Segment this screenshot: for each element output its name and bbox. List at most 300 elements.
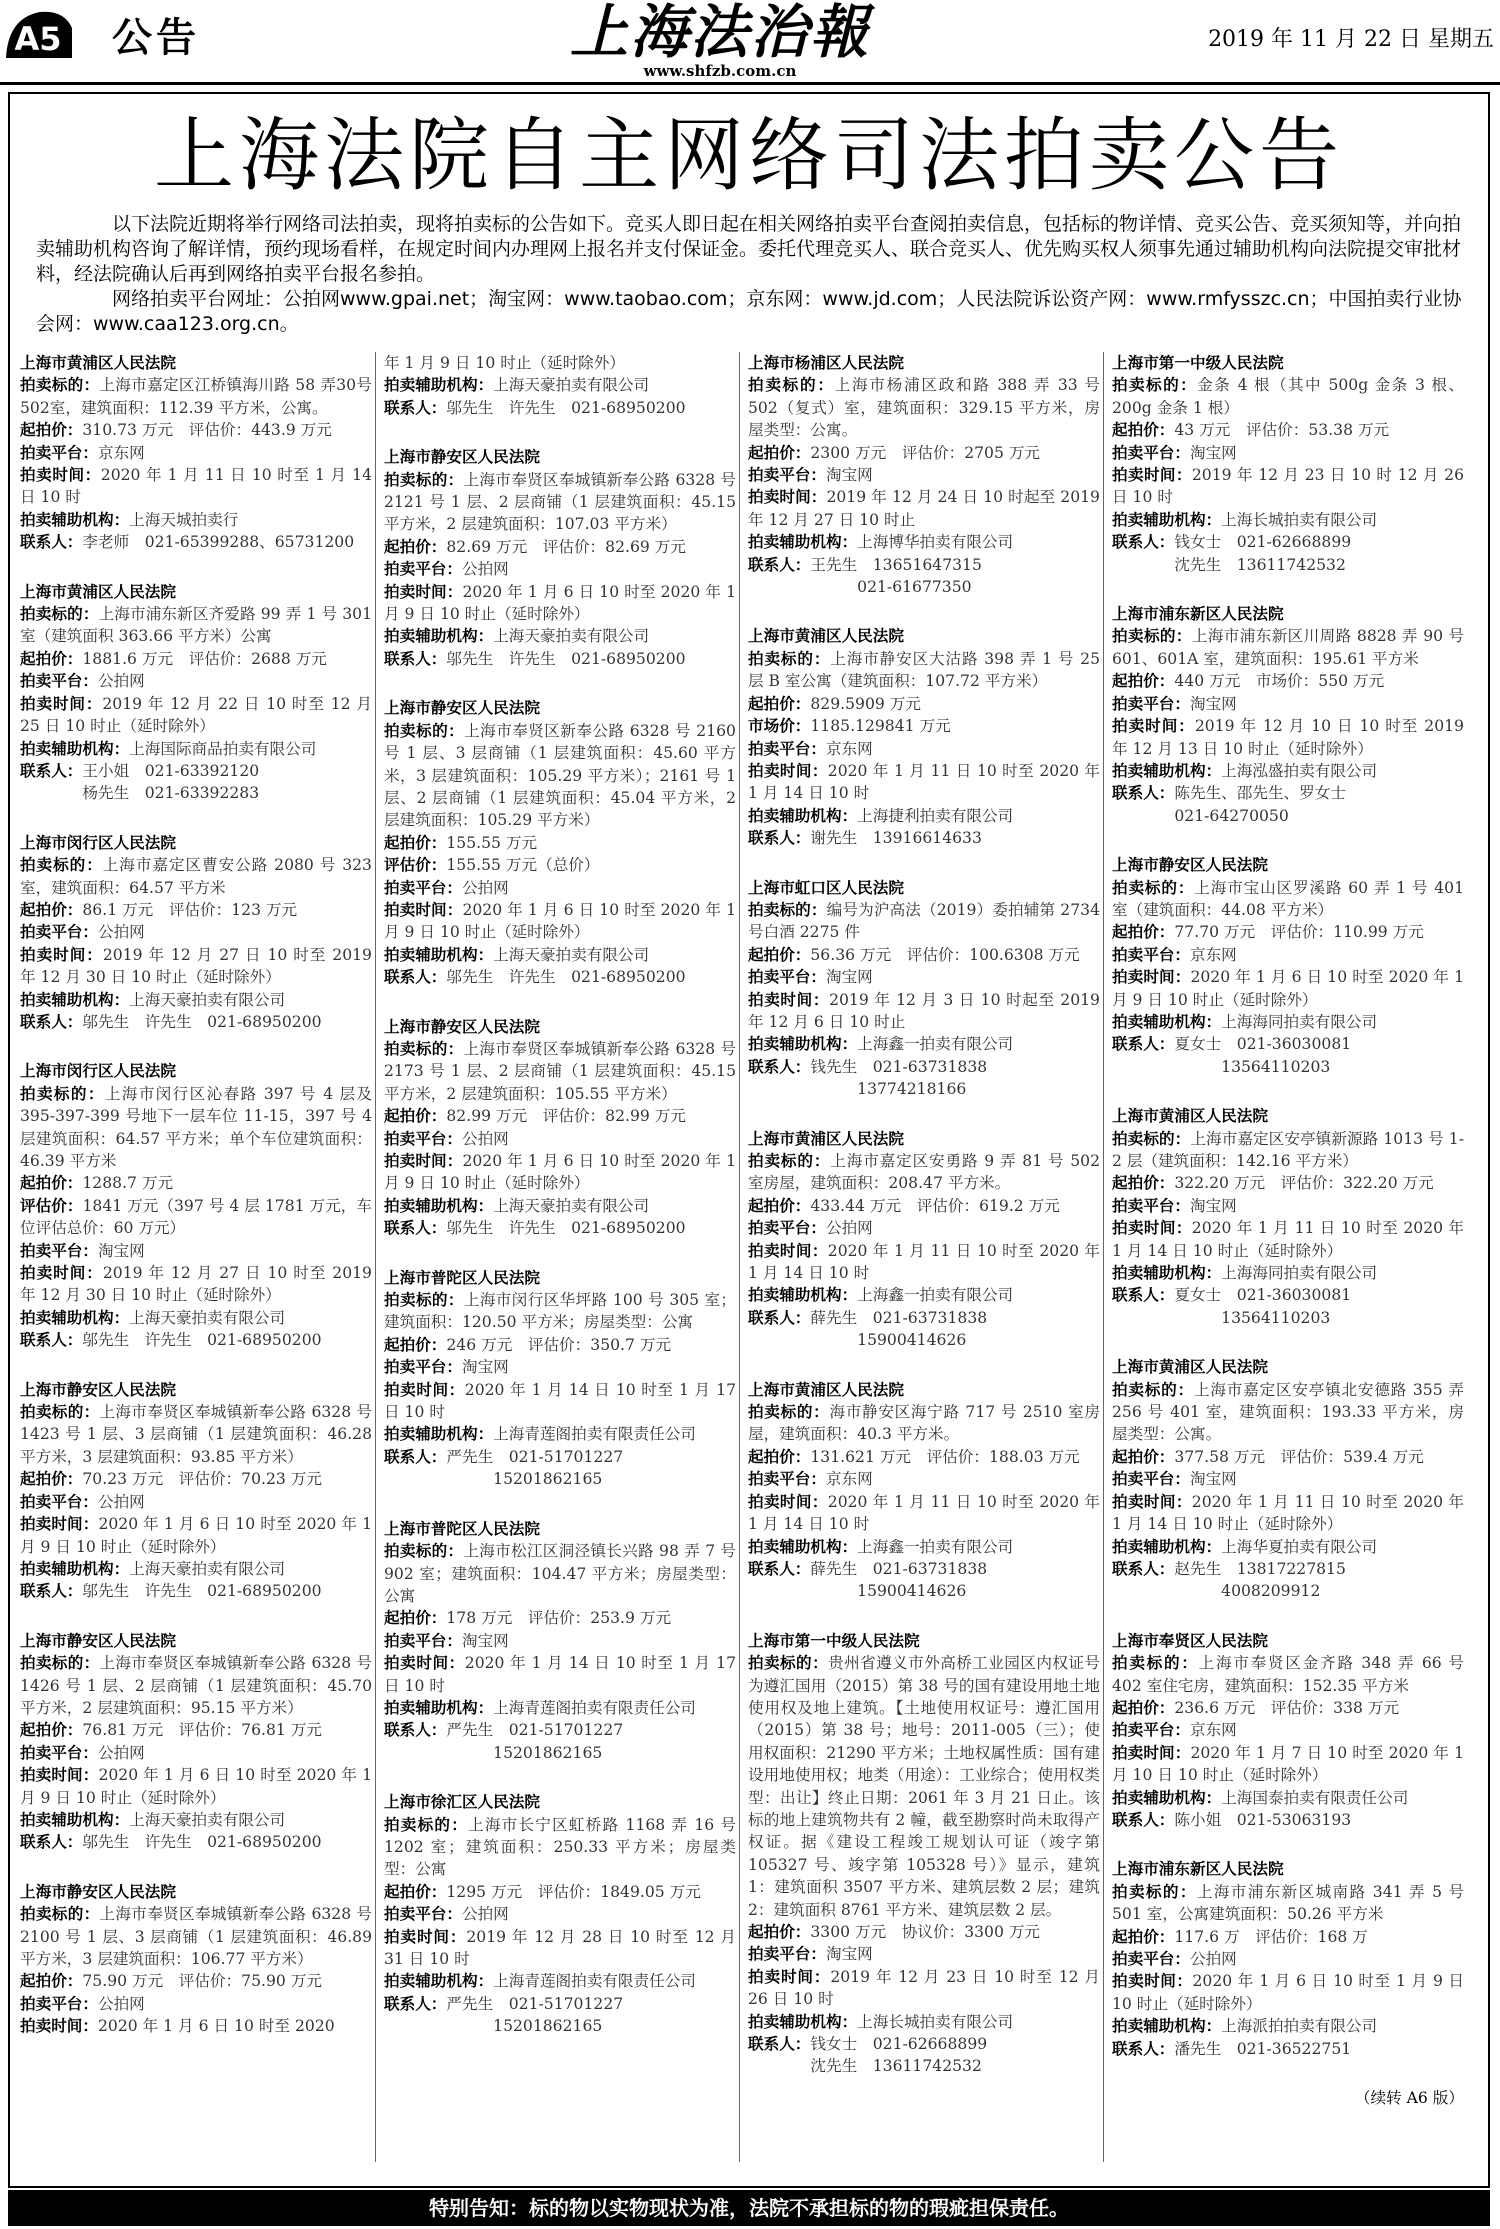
field-value: 杨先生 021-63392283 (20, 784, 260, 803)
entry-line (1112, 1580, 1464, 1602)
field-value: 邬先生 许先生 021-68950200 (82, 1582, 322, 1601)
entry-line (748, 1307, 1100, 1329)
entry-line (20, 1809, 372, 1831)
entry-line (384, 1903, 736, 1925)
auction-entry (20, 1379, 372, 1603)
field-label: 拍卖平台： (384, 878, 462, 897)
entry-line (1112, 693, 1464, 715)
entry-line (1112, 921, 1464, 943)
field-label: 联系人： (748, 2035, 811, 2054)
auction-entry (748, 1379, 1100, 1603)
field-value: 谢先生 13916614633 (810, 829, 982, 848)
auction-entry (384, 697, 736, 988)
field-value: 淘宝网 (1189, 443, 1237, 462)
entry-line (20, 1172, 372, 1194)
page-number-badge (4, 8, 74, 60)
entry-line (384, 1423, 736, 1445)
entry-line (384, 1607, 736, 1629)
field-label: 起拍价： (748, 1923, 811, 1941)
field-value: 京东网 (1189, 1721, 1237, 1740)
entry-line (1112, 944, 1464, 966)
field-label: 拍卖平台： (20, 923, 98, 942)
field-value: 海市静安区海宁路 717 号 2510 室房屋，建筑面积：40.3 平方米。 (748, 1403, 1100, 1444)
auction-entry (384, 1267, 736, 1491)
field-value: 上海天豪拍卖有限公司 (129, 1810, 286, 1829)
entry-line (748, 554, 1100, 576)
field-value: 上海市杨浦区政和路 388 弄 33 号 502（复式）室，建筑面积：329.15 平方米，房屋类型：公寓。 (748, 376, 1100, 440)
field-value: 76.81 万元 评估价：76.81 万元 (82, 1721, 322, 1740)
entry-line (20, 1083, 372, 1173)
field-label: 起拍价： (384, 1882, 447, 1901)
field-label: 拍卖时间： (384, 582, 463, 601)
field-label: 拍卖平台： (384, 1631, 462, 1650)
field-label: 拍卖平台： (384, 1905, 462, 1924)
field-value: 上海天豪拍卖有限公司 (493, 1196, 650, 1215)
field-label: 拍卖标的： (384, 1291, 464, 1310)
entry-line (1112, 1948, 1464, 1970)
field-label: 拍卖辅助机构： (748, 1035, 858, 1054)
entry-line (384, 648, 736, 670)
field-label: 拍卖辅助机构： (748, 2012, 858, 2031)
field-value: 淘宝网 (1189, 1196, 1237, 1215)
court-name: 上海市静安区人民法院 (20, 1380, 176, 1399)
field-value: 邬先生 许先生 021-68950200 (446, 1219, 686, 1238)
entry-line (748, 827, 1100, 849)
field-label: 拍卖辅助机构： (20, 510, 130, 529)
field-value: 公拍网 (461, 1129, 509, 1148)
entry-line (384, 1697, 736, 1719)
field-label: 拍卖辅助机构： (384, 1972, 494, 1991)
entry-line (384, 720, 736, 832)
entry-line (384, 397, 736, 419)
field-value: 公拍网 (97, 923, 145, 942)
field-label: 拍卖平台： (1112, 443, 1190, 462)
field-value: 上海海同拍卖有限公司 (1221, 1012, 1378, 1031)
field-value: 上海市奉贤区奉城镇新奉公路 6328 号 2100 号 1 层、3 层商铺（1 层建筑面积：46.89 平方米，3 层建筑面积：106.77 平方米） (20, 1905, 372, 1968)
court-name: 上海市黄浦区人民法院 (748, 1129, 904, 1148)
entry-line (748, 1580, 1100, 1602)
field-value: 沈先生 13611742532 (1112, 555, 1346, 574)
field-value: 2019 年 12 月 27 日 10 时至 2019 年 12 月 30 日 10 时止（延时除外） (20, 945, 372, 987)
entry-line (384, 469, 736, 536)
field-label: 起拍价： (20, 1174, 83, 1193)
field-label: 联系人： (20, 1582, 83, 1601)
field-label: 联系人： (384, 1219, 447, 1238)
field-label: 起拍价： (20, 1972, 83, 1991)
entry-line (748, 374, 1100, 441)
field-label: 拍卖时间： (1112, 1492, 1192, 1511)
field-value: 246 万元 评估价：350.7 万元 (446, 1335, 672, 1354)
field-value: 上海市静安区大沽路 398 弄 1 号 25 层 B 室公寓（建筑面积：107.72 平方米） (748, 649, 1100, 691)
court-name: 上海市静安区人民法院 (384, 448, 540, 467)
entry-line (748, 1652, 1100, 1921)
field-value: 上海博华拍卖有限公司 (857, 533, 1014, 552)
field-label: 拍卖标的： (1112, 1882, 1197, 1901)
header-rule (0, 82, 1500, 85)
court-name: 上海市黄浦区人民法院 (748, 627, 904, 646)
field-label: 联系人： (384, 1721, 447, 1740)
entry-line (748, 1056, 1100, 1078)
auction-entry (20, 1060, 372, 1351)
field-label: 拍卖标的： (20, 1403, 100, 1422)
field-value: 淘宝网 (1189, 1470, 1237, 1489)
field-label: 联系人： (384, 968, 447, 987)
field-label: 联系人： (1112, 533, 1175, 552)
entry-line (1112, 1742, 1464, 1787)
field-value: 43 万元 评估价：53.38 万元 (1174, 421, 1390, 440)
entry-line (748, 1150, 1100, 1195)
auction-entry (748, 1630, 1100, 2078)
field-value: 2019 年 12 月 23 日 10 时至 12 月 26 日 10 时 (748, 1967, 1100, 2009)
field-value: 邬先生 许先生 021-68950200 (82, 1833, 322, 1852)
entry-line (1112, 509, 1464, 531)
auction-entry (1112, 1630, 1464, 1832)
court-name: 上海市第一中级人民法院 (1112, 354, 1284, 372)
field-value: 440 万元 市场价：550 万元 (1174, 672, 1385, 691)
entry-line (748, 1401, 1100, 1446)
field-value: 上海市闵行区沁春路 397 号 4 层及 395-397-399 号地下一层车位 11-15，397 号 4 层建筑面积：64.57 平方米；单个车位建筑面积：46.39 平方米 (20, 1084, 372, 1170)
field-label: 拍卖辅助机构： (20, 1559, 130, 1578)
field-value: 上海华夏拍卖有限公司 (1221, 1537, 1378, 1556)
entry-line (384, 2015, 736, 2037)
field-label: 拍卖标的： (748, 649, 831, 668)
entry-line (20, 989, 372, 1011)
field-value: 77.70 万元 评估价：110.99 万元 (1174, 923, 1424, 942)
field-value: 2300 万元 评估价：2705 万元 (810, 443, 1041, 462)
entry-line (748, 1033, 1100, 1055)
field-value: 上海市奉贤区奉城镇新奉公路 6328 号 1426 号 1 层、2 层商铺（1 层建筑面积：45.70 平方米，2 层建筑面积：95.15 平方米） (20, 1654, 372, 1717)
field-label: 拍卖标的： (20, 605, 99, 624)
entry-line (1112, 1284, 1464, 1306)
field-value: 82.69 万元 评估价：82.69 万元 (446, 537, 686, 556)
field-label: 起拍价： (384, 1609, 447, 1628)
field-value: 年 1 月 9 日 10 时止（延时除外） (384, 354, 625, 372)
field-label: 拍卖辅助机构： (1112, 1264, 1222, 1283)
court-name: 上海市黄浦区人民法院 (20, 582, 176, 601)
entry-line (748, 648, 1100, 693)
field-label: 拍卖辅助机构： (20, 1810, 130, 1829)
field-value: 淘宝网 (825, 466, 873, 485)
field-value: 公拍网 (461, 560, 509, 579)
field-label: 拍卖标的： (20, 1905, 100, 1924)
field-value: 公拍网 (1189, 1950, 1237, 1968)
field-label: 起拍价： (20, 900, 83, 919)
field-value: 上海天城拍卖行 (129, 510, 239, 529)
field-label: 联系人： (384, 1447, 447, 1466)
entry-line (1112, 1468, 1464, 1490)
entry-line (384, 1993, 736, 2015)
court-name: 上海市闵行区人民法院 (20, 1062, 176, 1081)
field-value: 15201862165 (384, 1470, 603, 1489)
field-value: 310.73 万元 评估价：443.9 万元 (82, 421, 332, 440)
field-label: 拍卖平台： (748, 739, 826, 758)
field-label: 拍卖时间： (384, 900, 463, 919)
field-label: 拍卖时间： (384, 1654, 465, 1673)
field-label: 联系人： (748, 1057, 811, 1076)
field-value: 上海市松江区洞泾镇长兴路 98 弄 7 号 902 室；建筑面积：104.47 平方米；房屋类型：公寓 (384, 1542, 736, 1605)
field-label: 拍卖平台： (20, 1743, 98, 1762)
masthead-logo: 上海法治報 (569, 0, 870, 66)
entry-line (748, 1558, 1100, 1580)
entry-line (748, 1329, 1100, 1351)
field-value: 上海泓盛拍卖有限公司 (1221, 761, 1378, 780)
entry-line (20, 854, 372, 899)
field-label: 联系人： (1112, 784, 1175, 803)
field-label: 联系人： (384, 1994, 447, 2013)
field-value: 薛先生 021-63731838 (810, 1308, 988, 1327)
field-label: 拍卖平台： (384, 1129, 462, 1148)
auction-entry (384, 352, 736, 419)
auction-entry (748, 625, 1100, 849)
entry-line (384, 832, 736, 854)
field-value: 上海捷利拍卖有限公司 (857, 806, 1014, 825)
field-label: 拍卖平台： (1112, 694, 1190, 713)
entry-line (1112, 419, 1464, 441)
court-name: 上海市普陀区人民法院 (384, 1519, 540, 1538)
entry-line (20, 419, 372, 441)
court-name: 上海市黄浦区人民法院 (1112, 1107, 1268, 1126)
entry-line (1112, 1652, 1464, 1697)
field-label: 评估价： (20, 1196, 83, 1215)
field-label: 拍卖平台： (1112, 945, 1190, 964)
entry-line (384, 1742, 736, 1764)
field-value: 上海市奉贤区奉城镇新奉公路 6328 号 2173 号 1 层、2 层商铺（1 层建筑面积：45.15 平方米，2 层建筑面积：105.55 平方米） (384, 1039, 736, 1103)
court-name: 上海市闵行区人民法院 (20, 833, 176, 852)
field-value: 上海市奉贤区新奉公路 6328 号 2160 号 1 层、3 层商铺（1 层建筑面积：45.60 平方米，3 层建筑面积：105.29 平方米）；2161 号 1 层、2 层商铺（1 层建筑面积：45.04 平方米，2 层建筑面积：105.29 平方米） (384, 721, 736, 830)
field-value: 严先生 021-51701227 (446, 1447, 624, 1466)
entry-line (748, 1284, 1100, 1306)
court-name: 上海市黄浦区人民法院 (20, 354, 176, 372)
entry-line (748, 989, 1100, 1034)
entry-line (384, 1446, 736, 1468)
entry-line (1112, 374, 1464, 419)
entry-line (384, 581, 736, 626)
field-value: 京东网 (825, 739, 873, 758)
entry-line (1112, 1172, 1464, 1194)
field-value: 322.20 万元 评估价：322.20 万元 (1174, 1174, 1434, 1193)
field-value: 2020 年 1 月 11 日 10 时至 1 月 14 日 10 时 (20, 466, 372, 507)
field-label: 联系人： (748, 555, 811, 574)
entry-line (20, 921, 372, 943)
field-value: 夏女士 021-36030081 (1174, 1035, 1352, 1054)
field-value: 15201862165 (384, 2017, 603, 2036)
column-divider (375, 352, 376, 2162)
court-name: 上海市第一中级人民法院 (748, 1631, 920, 1650)
field-label: 拍卖时间： (1112, 1972, 1193, 1991)
entry-line (748, 1943, 1100, 1965)
field-label: 起拍价： (1112, 1174, 1175, 1193)
field-label: 拍卖辅助机构： (1112, 1788, 1222, 1807)
entry-line (1112, 625, 1464, 670)
intro-text (36, 212, 1462, 337)
entry-line (20, 2015, 372, 2037)
entry-line (1112, 966, 1464, 1011)
entry-line (384, 1289, 736, 1334)
auction-entry (20, 581, 372, 805)
field-value: 邬先生 许先生 021-68950200 (82, 1012, 322, 1031)
entry-line (384, 1150, 736, 1195)
field-label: 联系人： (20, 1833, 83, 1852)
field-label: 拍卖辅助机构： (1112, 2017, 1222, 2036)
field-value: 1185.129841 万元 (810, 717, 951, 736)
field-value: 公拍网 (461, 1905, 509, 1924)
field-value: 433.44 万元 评估价：619.2 万元 (810, 1196, 1060, 1215)
field-value: 15900414626 (748, 1582, 967, 1601)
auction-entry (384, 1016, 736, 1240)
field-value: 公拍网 (97, 1994, 145, 2013)
entry-line (1112, 877, 1464, 922)
field-label: 拍卖辅助机构： (384, 1425, 494, 1444)
entry-line (384, 1926, 736, 1971)
field-label: 联系人： (748, 1308, 811, 1327)
field-value: 上海海同拍卖有限公司 (1221, 1264, 1378, 1283)
entry-line (20, 648, 372, 670)
field-value: 赵先生 13817227815 (1174, 1559, 1346, 1578)
auction-entry (748, 1128, 1100, 1352)
field-value: 上海鑫一拍卖有限公司 (857, 1537, 1014, 1556)
field-value: 上海青莲阁拍卖有限责任公司 (493, 1972, 696, 1991)
entry-line (748, 1921, 1100, 1943)
entry-line (1112, 1011, 1464, 1033)
entry-line (384, 944, 736, 966)
entry-line (384, 352, 736, 374)
field-value: 上海市嘉定区曹安公路 2080 号 323 室，建筑面积：64.57 平方米 (20, 856, 372, 897)
field-label: 起拍价： (748, 694, 811, 713)
field-value: 潘先生 021-36522751 (1174, 2039, 1352, 2058)
field-label: 拍卖标的： (20, 1654, 100, 1673)
field-value: 15900414626 (748, 1331, 967, 1350)
field-value: 严先生 021-51701227 (446, 1994, 624, 2013)
court-name: 上海市静安区人民法院 (20, 1882, 176, 1901)
field-label: 拍卖标的： (20, 1084, 105, 1103)
issue-date: 2019 年 11 月 22 日 星期五 (1208, 27, 1494, 52)
field-label: 拍卖时间： (20, 1264, 103, 1283)
field-value: 2020 年 1 月 11 日 10 时至 2020 年 1 月 14 日 10 时 (748, 761, 1100, 803)
entry-line (748, 2033, 1100, 2055)
field-label: 拍卖辅助机构： (384, 945, 494, 964)
entry-line (20, 1262, 372, 1307)
field-value: 淘宝网 (461, 1631, 509, 1650)
entry-line (1112, 760, 1464, 782)
entry-line (384, 1217, 736, 1239)
field-value: 上海市嘉定区安亭镇新源路 1013 号 1-2 层（建筑面积：142.16 平方米） (1112, 1129, 1464, 1170)
entry-line (1112, 2038, 1464, 2060)
court-name: 上海市浦东新区人民法院 (1112, 605, 1284, 624)
intro-paragraph: 以下法院近期将举行网络司法拍卖，现将拍卖标的公告如下。竞买人即日起在相关网络拍卖平台查阅拍卖信息，包括标的物详情、竞买公告、竞买须知等，并向拍卖辅助机构咨询了解详情，预约现场看样，在规定时间内办理网上报名并支付保证金。委托代理竞买人、联合竞买人、优先购买权人须事先通过辅助机构向法院提交审批材料，经法院确认后再到网络拍卖平台报名参拍。 (36, 213, 1462, 285)
field-value: 2020 年 1 月 6 日 10 时至 2020 年 1 月 9 日 10 时止（延时除外） (1112, 968, 1464, 1009)
field-value: 公拍网 (97, 672, 145, 691)
auction-entry (1112, 1105, 1464, 1329)
field-label: 拍卖时间： (20, 2017, 98, 2036)
field-value: 13564110203 (1112, 1057, 1331, 1076)
entry-line (748, 1468, 1100, 1490)
entry-line (384, 1038, 736, 1105)
masthead-url: www.shfzb.com.cn (643, 62, 797, 80)
field-label: 联系人： (20, 761, 83, 780)
entry-line (20, 1558, 372, 1580)
field-label: 拍卖辅助机构： (20, 990, 130, 1009)
entry-line (20, 1742, 372, 1764)
entry-line (384, 558, 736, 580)
entry-line (384, 1652, 736, 1697)
field-label: 起拍价： (1112, 1698, 1175, 1717)
entry-line (384, 1128, 736, 1150)
field-value: 淘宝网 (1189, 694, 1237, 713)
entry-line (1112, 1491, 1464, 1536)
entry-line (748, 1240, 1100, 1285)
court-name: 上海市浦东新区人民法院 (1112, 1860, 1284, 1879)
field-value: 上海青莲阁拍卖有限责任公司 (493, 1425, 696, 1444)
field-label: 起拍价： (1112, 1447, 1175, 1466)
entry-line (748, 944, 1100, 966)
field-label: 起拍价： (384, 833, 447, 852)
field-value: 邬先生 许先生 021-68950200 (446, 968, 686, 987)
field-value: 56.36 万元 评估价：100.6308 万元 (810, 945, 1080, 964)
field-value: 3300 万元 协议价：3300 万元 (810, 1923, 1041, 1941)
field-value: 上海市浦东新区齐爱路 99 弄 1 号 301 室（建筑面积 363.66 平方米）公寓 (20, 605, 372, 646)
notice-column (748, 352, 1100, 2105)
field-label: 联系人： (748, 1559, 811, 1578)
field-value: 2020 年 1 月 11 日 10 时至 2020 年 1 月 14 日 10 时止（延时除外） (1112, 1492, 1464, 1534)
entry-line (1112, 1926, 1464, 1948)
field-value: 上海国际商品拍卖有限公司 (129, 739, 317, 758)
entry-line (384, 966, 736, 988)
field-value: 1295 万元 评估价：1849.05 万元 (446, 1882, 701, 1901)
field-label: 联系人： (1112, 2039, 1175, 2058)
auction-entry (1112, 854, 1464, 1078)
field-value: 2020 年 1 月 14 日 10 时至 1 月 17 日 10 时 (384, 1380, 736, 1422)
entry-line (748, 486, 1100, 531)
entry-line (748, 1078, 1100, 1100)
field-label: 起拍价： (384, 537, 447, 556)
entry-line (20, 1195, 372, 1240)
field-label: 拍卖时间： (384, 1380, 465, 1399)
field-label: 联系人： (384, 398, 447, 417)
field-value: 2020 年 1 月 6 日 10 时至 2020 (97, 2017, 335, 2036)
entry-line (1112, 1307, 1464, 1329)
field-value: 上海市嘉定区江桥镇海川路 58 弄30号502室，建筑面积：112.39 平方米，公寓。 (20, 376, 372, 417)
field-value: 金条 4 根（其中 500g 金条 3 根、200g 金条 1 根） (1112, 376, 1464, 417)
field-label: 起拍价： (384, 1335, 447, 1354)
field-label: 拍卖时间： (1112, 1219, 1192, 1238)
field-label: 拍卖平台： (20, 672, 98, 691)
field-label: 拍卖时间： (20, 466, 101, 485)
field-label: 起拍价： (748, 1447, 811, 1466)
entry-line (384, 1719, 736, 1741)
entry-line (20, 1831, 372, 1853)
field-value: 上海天豪拍卖有限公司 (129, 990, 286, 1009)
field-label: 拍卖平台： (748, 968, 826, 987)
auction-entry (384, 1518, 736, 1764)
field-label: 拍卖平台： (748, 1219, 826, 1238)
field-label: 拍卖时间： (1112, 968, 1191, 987)
auction-entry (1112, 603, 1464, 827)
auction-entry (384, 446, 736, 670)
entry-line (20, 738, 372, 760)
field-label: 拍卖时间： (20, 1766, 99, 1785)
court-name: 上海市杨浦区人民法院 (748, 354, 904, 372)
entry-line (748, 1217, 1100, 1239)
entry-line (1112, 442, 1464, 464)
field-label: 拍卖标的： (1112, 1654, 1199, 1673)
entry-line (1112, 464, 1464, 509)
field-value: 上海长城拍卖有限公司 (1221, 510, 1378, 529)
page-number: A5 (14, 20, 62, 58)
field-value: 沈先生 13611742532 (748, 2057, 982, 2076)
column-divider (739, 352, 740, 2162)
entry-line (748, 576, 1100, 598)
field-value: 2019 年 12 月 23 日 10 时 12 月 26 日 10 时 (1112, 466, 1464, 507)
